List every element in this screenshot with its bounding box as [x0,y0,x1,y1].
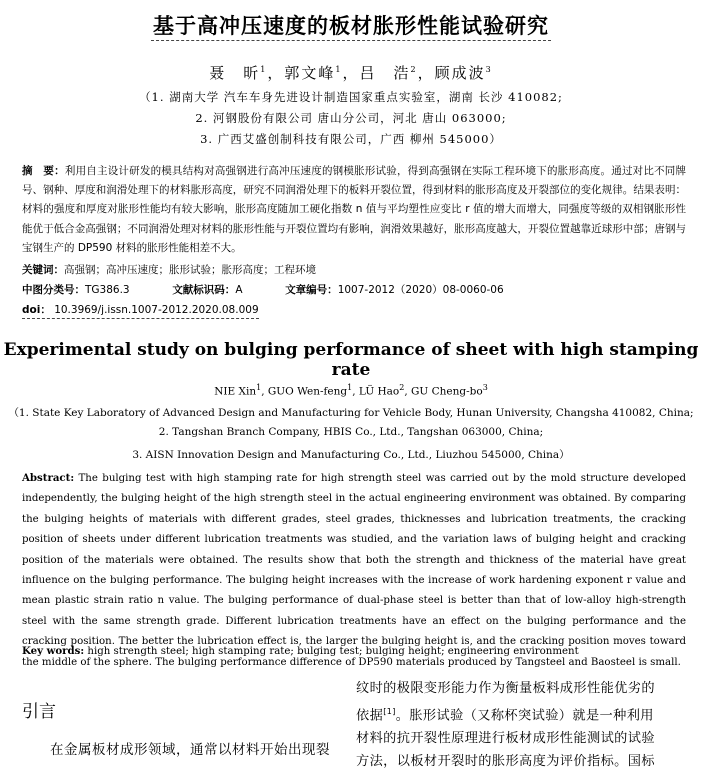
english-abstract-label: Abstract: [22,472,75,484]
english-affiliation-3: 3. AISN Innovation Design and Manufacturing Co., Ltd., Liuzhou 545000, China） [132,449,570,461]
english-authors: NIE Xin$^1$, GUO Wen-feng$^1$, LÜ Hao$^2$, GU Cheng-$bo^3$ [214,383,488,398]
body-left-column: 在金属板材成形领域，通常以材料开始出现裂 [50,742,330,758]
chinese-title: 基于高冲压速度的板材胀形性能试验研究 [0,10,702,40]
english-abstract [22,468,686,673]
classification-row: 中图分类号：TG386.3 文献标识码：A 文章编号：1007-2012（2020）08-0060-06 [22,284,504,296]
chinese-authors: 聂 昕$^1$，郭文峰$^1$，吕 浩$^2$，顾成波$^3$ [209,64,493,82]
body-right-column: 纹时的极限变形能力作为衡量板料成形性能优劣的 依据[1]。胀形试验（又称杯突试验）就是一种利用 材料的抗开裂性原理进行板材成形性能测试的试验 方法，以板材开裂时的胀形高度为评价指标。国标 [356,681,655,770]
english-affiliation-1: （1. State Key Laboratory of Advanced Design and Manufacturing for Vehicle Body, Hunan University, Changsha 410082, China; [8,407,694,419]
english-abstract-text: The bulging test with high stamping rate for high strength steel was carried out by the mold structure developed independently, the bulging height of the high strength steel in the actual engineering environment was obtained. By comparing the bulging heights of materials with different grades, steel grades, thicknesses and lubrication treatments, the cracking position of sheets under different lubrication treatments was studied, and the variation laws of bulging height and cracking position of the materials were obtained. The results show that both the strength and thickness of the material have great influence on the bulging performance. The bulging height increases with the increase of work hardening exponent r value and mean plastic strain ratio n value. The bulging performance of dual-phase steel is better than that of low-alloy high-strength steel with the same strength grade. Different lubrication treatments have an effect on the bulging performance and the cracking position. The better the lubrication effect is, the larger the bulging height is, and the cracking position moves toward the middle of the sphere. The bulging performance difference of DP590 materials produced by Tangsteel and Baosteel is small. [22,473,686,668]
english-affiliation-2: 2. Tangshan Branch Company, HBIS Co., Ltd., Tangshan 063000, China; [158,426,544,438]
english-title: Experimental study on bulging performance of sheet with high stamping rate [3,340,699,380]
chinese-affiliation-2: 2. 河钢股份有限公司 唐山分公司，河北 唐山 063000; [195,111,507,125]
section-heading-introduction: 引言 [22,702,56,722]
english-keywords: Key words: high strength steel; high stamping rate; bulging test; bulging height; engineering environment [22,645,579,657]
chinese-abstract-text: 利用自主设计研发的模具结构对高强钢进行高冲压速度的钢模胀形试验，得到高强钢在实际工程环境下的胀形高度。通过对比不同牌号、钢种、厚度和润滑处理下的材料胀形高度，研究不同润滑处理下的板料开裂位置，得到材料的胀形高度及开裂部位的变化规律。结果表明：材料的强度和厚度对胀形性能均有较大影响，胀形高度随加工硬化指数 n 值与平均塑性应变比 r 值的增大而增大，同强度等级的双相钢胀形性能优于低合金高强钢；不同润滑处理对材料的胀形性能与开裂位置均有影响，润滑效果越好，胀形高度越大，开裂位置越靠近球形中部；唐钢与宝钢生产的 DP590 材料的胀形性能相差不大。 [22,165,687,254]
chinese-affiliation-3: 3. 广西艾盛创制科技有限公司，广西 柳州 545000） [200,132,502,146]
chinese-keywords: 关键词：高强钢；高冲压速度；胀形试验；胀形高度；工程环境 [22,264,316,276]
doi-link[interactable]: 10.3969/j.issn.1007-2012.2020.08.009 [54,304,259,316]
chinese-abstract-label: 摘 要： [22,165,65,177]
chinese-affiliation-1: （1. 湖南大学 汽车车身先进设计制造国家重点实验室，湖南 长沙 410082; [139,90,563,104]
citation-ref[interactable]: [1] [383,707,396,716]
doi-row: doi： 10.3969/j.issn.1007-2012.2020.08.009 [22,302,259,317]
chinese-abstract [22,162,686,258]
